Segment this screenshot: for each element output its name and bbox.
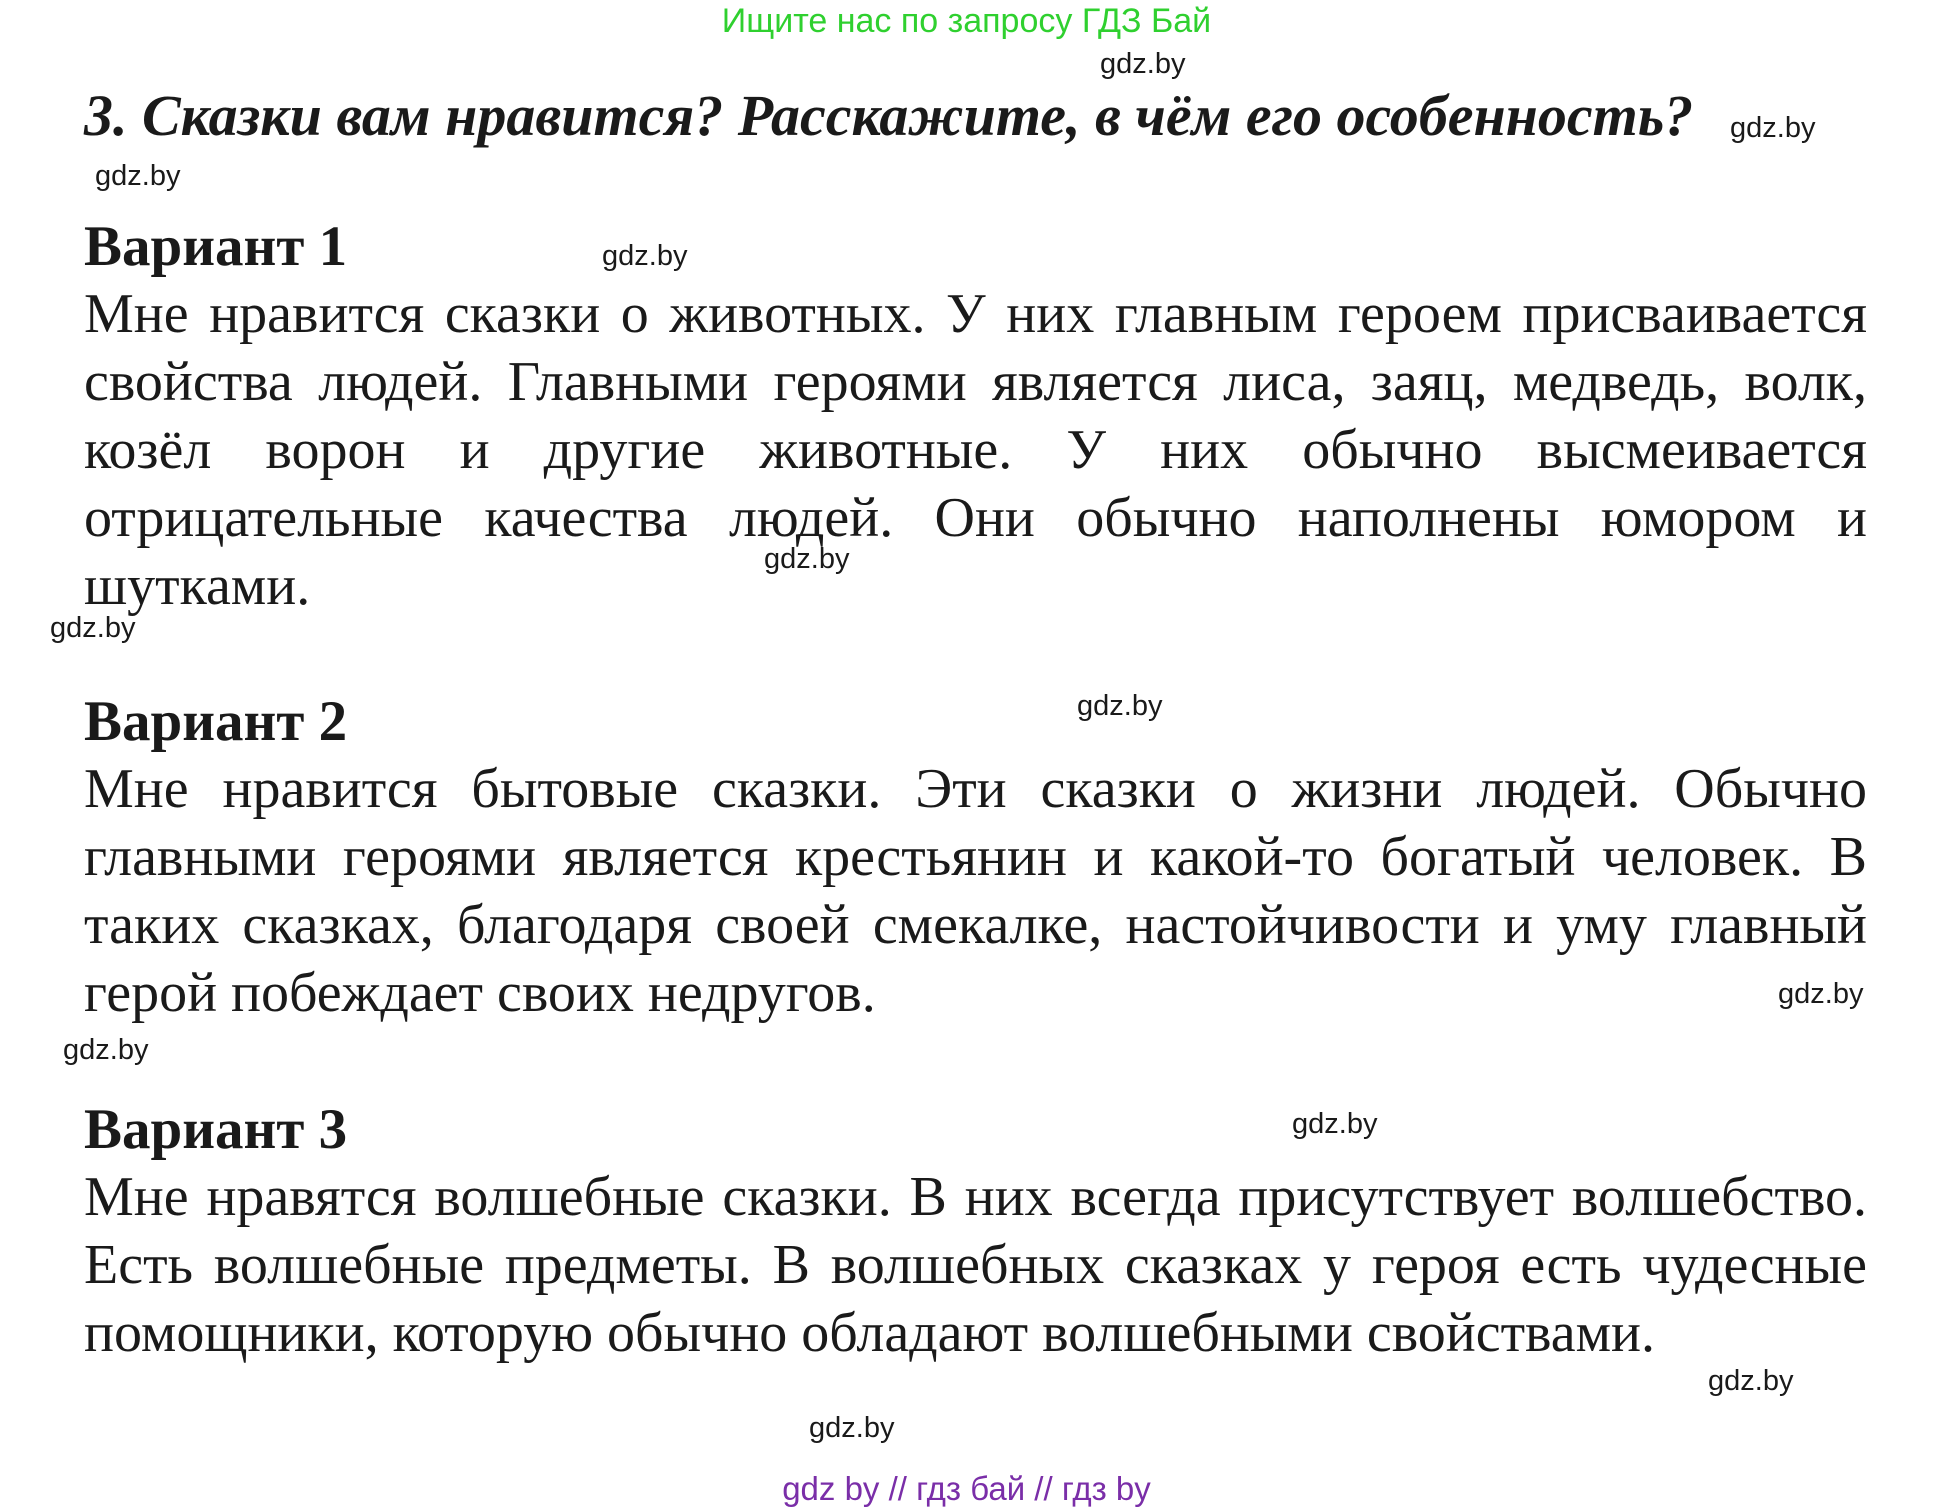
footer-links: gdz by // гдз бай // гдз by [782, 1470, 1151, 1507]
watermark: gdz.by [1292, 1108, 1378, 1140]
variant-1-title: Вариант 1 [84, 215, 348, 278]
watermark: gdz.by [95, 160, 181, 192]
variant-2-text: Мне нравится бытовые сказки. Эти сказки о жизни людей. Обычно главными героями является крестьянин и какой-то богатый человек. В таких сказках, благодаря своей смекалке, настойчивости и уму главный герой побеждает своих недругов. [84, 758, 1867, 1024]
question-heading: 3. Сказки вам нравится? Расскажите, в чём его особенность? [84, 83, 1694, 148]
watermark: gdz.by [1730, 112, 1816, 144]
search-banner: Ищите нас по запросу ГДЗ Бай [721, 2, 1212, 40]
watermark: gdz.by [1077, 690, 1163, 722]
watermark: gdz.by [809, 1412, 895, 1444]
watermark: gdz.by [63, 1034, 149, 1066]
variant-1-text: Мне нравится сказки о животных. У них главным героем присваивается свойства людей. Главными героями является лиса, заяц, медведь, волк, козёл ворон и другие животные. У них обычно высмеивается отрицательные качества людей. Они обычно наполнены юмором и шутками. [84, 283, 1867, 617]
watermark: gdz.by [50, 612, 136, 644]
watermark: gdz.by [1778, 978, 1864, 1010]
variant-3-title: Вариант 3 [84, 1098, 348, 1161]
watermark: gdz.by [764, 543, 850, 575]
watermark: gdz.by [1708, 1365, 1794, 1397]
variant-2-title: Вариант 2 [84, 690, 348, 753]
watermark: gdz.by [602, 240, 688, 272]
variant-3-text: Мне нравятся волшебные сказки. В них всегда присутствует волшебство. Есть волшебные предметы. В волшебных сказках у героя есть чудесные помощники, которую обычно обладают волшебными свойствами. [84, 1166, 1867, 1364]
watermark: gdz.by [1100, 48, 1186, 80]
